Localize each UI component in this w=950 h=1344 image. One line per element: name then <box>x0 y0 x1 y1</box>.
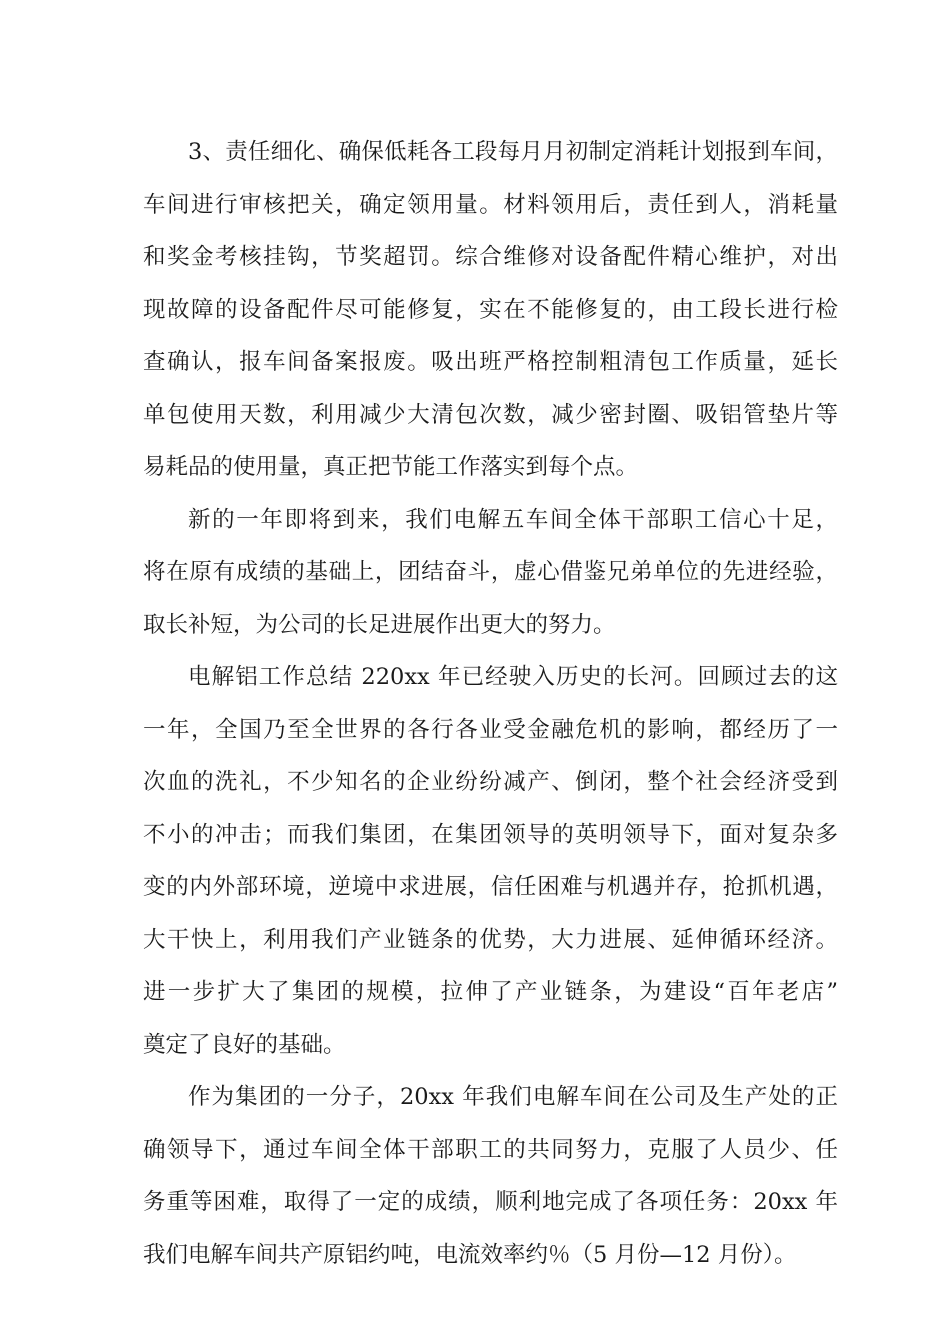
document-body <box>143 126 838 1281</box>
text-line: 查确认，报车间备案报废。吸出班严格控制粗清包工作质量，延长 <box>143 349 838 375</box>
text-line: 新的一年即将到来，我们电解五车间全体干部职工信心十足， <box>188 506 838 533</box>
text-line: 电解铝工作总结 220xx 年已经驶入历史的长河。回顾过去的这 <box>188 664 838 690</box>
text-line: 确领导下，通过车间全体干部职工的共同努力，克服了人员少、任 <box>143 1136 838 1163</box>
text-line: 现故障的设备配件尽可能修复，实在不能修复的，由工段长进行检 <box>143 296 838 323</box>
text-line: 奠定了良好的基础。 <box>143 1031 346 1058</box>
text-line: 将在原有成绩的基础上，团结奋斗，虚心借鉴兄弟单位的先进经验， <box>143 559 838 585</box>
text-line: 进一步扩大了集团的规模，拉伸了产业链条，为建设“百年老店” <box>143 979 838 1005</box>
text-line: 务重等困难，取得了一定的成绩，顺利地完成了各项任务：20xx 年 <box>143 1189 838 1215</box>
paragraph-responsibility <box>143 126 838 494</box>
text-line: 一年，全国乃至全世界的各行各业受金融危机的影响，都经历了一 <box>143 716 838 743</box>
text-line: 和奖金考核挂钩，节奖超罚。综合维修对设备配件精心维护，对出 <box>143 244 838 270</box>
text-line: 取长补短，为公司的长足进展作出更大的努力。 <box>143 611 616 638</box>
paragraph-new-year <box>143 494 838 652</box>
paragraph-summary-intro <box>143 651 838 1071</box>
text-line: 变的内外部环境，逆境中求进展，信任困难与机遇并存，抢抓机遇， <box>143 874 838 900</box>
text-line: 车间进行审核把关，确定领用量。材料领用后，责任到人，消耗量 <box>143 191 838 218</box>
paragraph-achievements <box>143 1071 838 1281</box>
text-line: 大干快上，利用我们产业链条的优势，大力进展、延伸循环经济。 <box>143 926 838 953</box>
text-line: 不小的冲击；而我们集团，在集团领导的英明领导下，面对复杂多 <box>143 821 838 848</box>
text-line: 我们电解车间共产原铝约吨，电流效率约％（5 月份—12 月份）。 <box>143 1241 797 1268</box>
text-line: 单包使用天数，利用减少大清包次数，减少密封圈、吸铝管垫片等 <box>143 401 838 428</box>
text-line: 易耗品的使用量，真正把节能工作落实到每个点。 <box>143 454 639 480</box>
text-line: 作为集团的一分子，20xx 年我们电解车间在公司及生产处的正 <box>188 1084 838 1110</box>
text-line: 次血的洗礼，不少知名的企业纷纷减产、倒闭，整个社会经济受到 <box>143 769 838 795</box>
text-line: 3、责任细化、确保低耗各工段每月月初制定消耗计划报到车间， <box>188 139 838 165</box>
